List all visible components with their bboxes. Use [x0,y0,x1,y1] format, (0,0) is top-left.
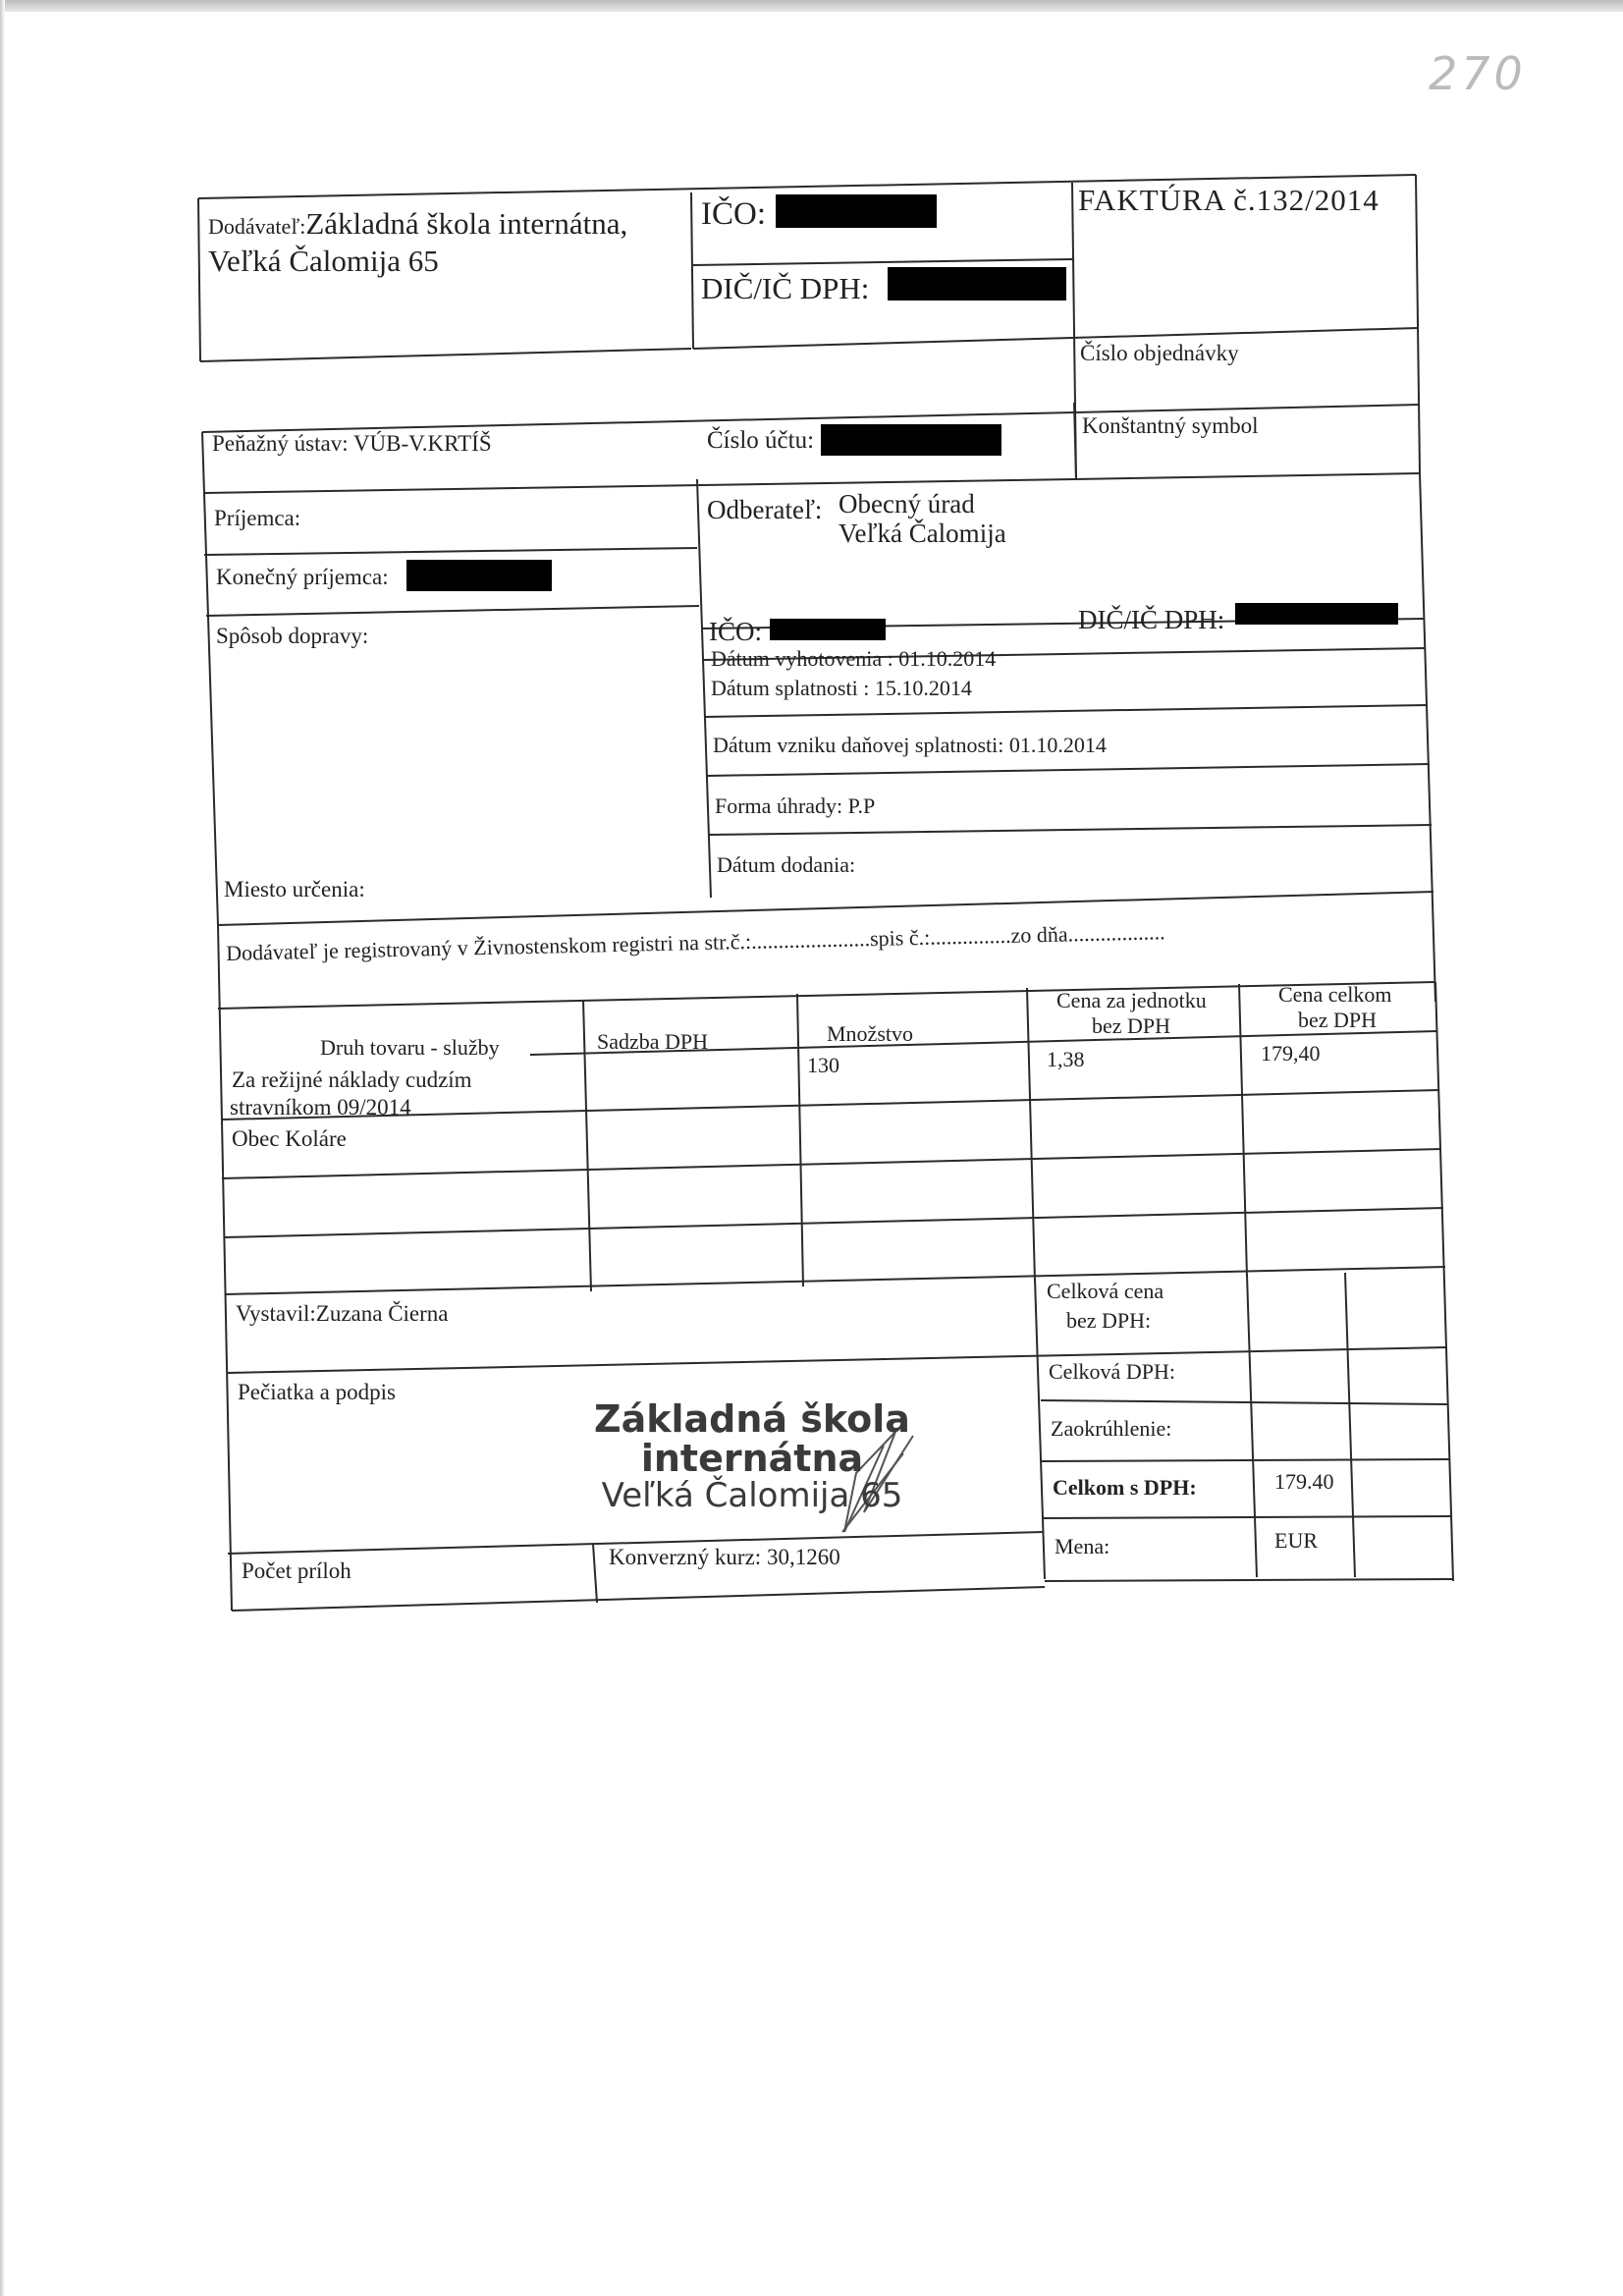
issue-date: Dátum vyhotovenia : 01.10.2014 [711,646,997,671]
final-recipient-label: Konečný príjemca: [216,565,389,589]
supplier-prefix: Dodávateľ: [208,214,306,239]
delivery-date: Dátum dodania: [717,852,856,877]
supplier-city: Veľká Čalomija 65 [208,244,439,278]
supplier-line [208,208,627,239]
item-desc-line3: Obec Koláre [232,1126,347,1151]
col-goods-header: Druh tovaru - služby [320,1035,500,1060]
col-unit-price-header-1: Cena za jednotku [1056,988,1207,1012]
account-label: Číslo účtu: [707,427,815,454]
redacted-account [821,424,1001,456]
school-stamp [585,1397,919,1515]
order-number-label: Číslo objednávky [1080,341,1239,365]
col-unit-price-header-2: bez DPH [1092,1013,1171,1038]
redacted-customer-ico [770,619,886,640]
supplier-name: Základná škola internátna, [305,206,628,241]
total-vat-label: Celková DPH: [1049,1359,1175,1384]
supplier-ico-label: IČO: [701,196,766,232]
stamp-line3: Veľká Čalomija 65 [601,1475,903,1515]
col-total-header-2: bez DPH [1298,1008,1378,1032]
item-desc-line1: Za režijné náklady cudzím [232,1067,472,1092]
total-with-vat-value: 179.40 [1274,1469,1334,1494]
customer-label: Odberateľ: [707,495,823,524]
customer-city: Veľká Čalomija [839,519,1006,548]
total-no-vat-label-1: Celková cena [1047,1279,1164,1303]
item-unit-price: 1,38 [1047,1047,1085,1071]
customer-ico-label: IČO: [709,617,762,646]
supplier-dic-label: DIČ/IČ DPH: [701,271,870,305]
stamp-line2: internátna [640,1436,864,1480]
col-quantity-header: Množstvo [827,1021,913,1046]
tax-date: Dátum vzniku daňovej splatnosti: 01.10.2014 [713,733,1107,757]
due-date: Dátum splatnosti : 15.10.2014 [711,676,972,700]
redacted-final-recipient [406,560,552,591]
issued-by: Vystavil:Zuzana Čierna [236,1301,449,1326]
page-number: 270 [1429,47,1527,100]
col-vat-rate-header: Sadzba DPH [597,1029,709,1054]
currency-value: EUR [1274,1528,1318,1553]
payment-form: Forma úhrady: P.P [715,793,876,818]
redacted-customer-dic [1235,603,1398,625]
bank-label: Peňažný ústav: VÚB-V.KRTÍŠ [212,431,492,456]
redacted-ico [776,194,937,228]
total-no-vat-label-2: bez DPH: [1066,1308,1152,1333]
constant-symbol-label: Konštantný symbol [1082,413,1259,438]
item-desc-line2: stravníkom 09/2014 [230,1095,411,1120]
redacted-dic [888,267,1066,301]
total-with-vat-label: Celkom s DPH: [1053,1475,1197,1500]
customer-name: Obecný úrad [839,489,975,519]
stamp-label: Pečiatka a podpis [238,1380,396,1404]
invoice-title: FAKTÚRA č.132/2014 [1078,183,1380,217]
registry-note: Dodávateľ je registrovaný v Živnostenskom registri na str.č.:......................spis č.:...............zo dňa.................. [225,919,1165,965]
recipient-label: Príjemca: [214,506,301,530]
exchange-rate: Konverzný kurz: 30,1260 [609,1545,840,1569]
currency-label: Mena: [1055,1534,1110,1558]
attachments-label: Počet príloh [242,1558,352,1583]
destination-label: Miesto určenia: [224,877,365,902]
stamp-line1: Základná škola [594,1397,910,1441]
item-total-price: 179,40 [1261,1041,1321,1066]
transport-label: Spôsob dopravy: [216,624,369,648]
rounding-label: Zaokrúhlenie: [1051,1416,1172,1441]
item-quantity: 130 [807,1053,839,1077]
col-total-header-1: Cena celkom [1278,982,1392,1007]
customer-dic-label: DIČ/IČ DPH: [1078,605,1225,634]
